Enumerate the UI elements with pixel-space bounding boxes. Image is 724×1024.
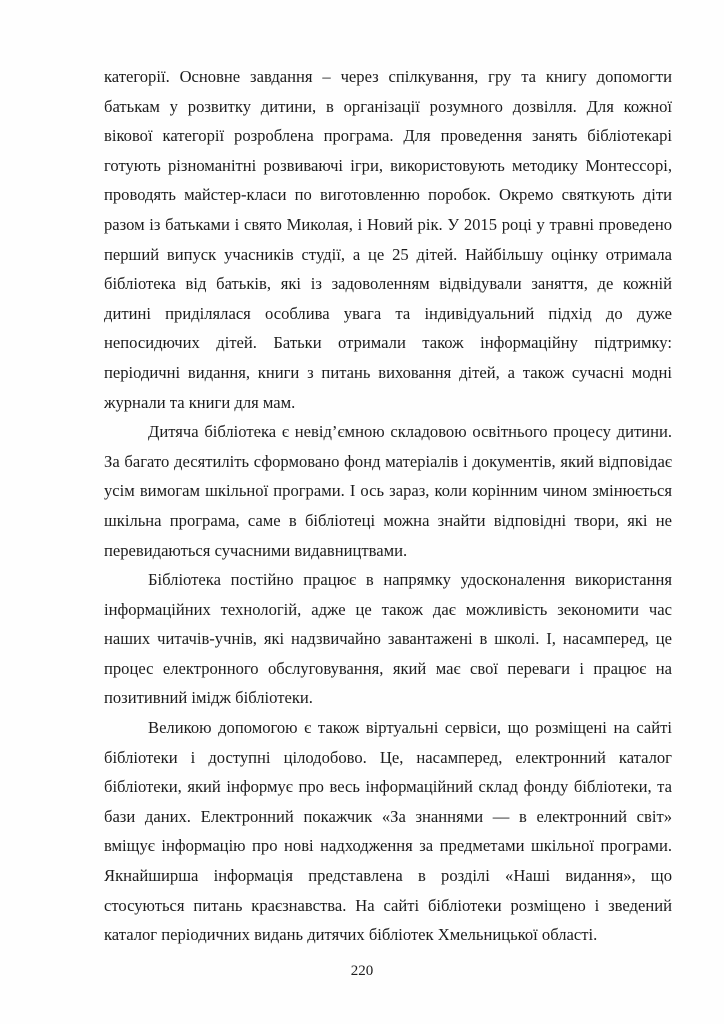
paragraph-virtual-services: Великою допомогою є також віртуальні сервіси, що розміщені на сайті бібліотеки і доступні цілодобово. Це, насамперед, електронний каталог бібліотеки, який інформує про весь інформаційний склад фонду бібліотеки, та бази даних. Електронний покажчик «За знаннями — в електронний світ» вміщує інформацію про нові надходження за предметами шкільної програми. Якнайширша інформація представлена в розділі «Наші видання», що стосуються питань краєзнавства. На сайті бібліотеки розміщено і зведений каталог періодичних видань дитячих бібліотек Хмельницької області. [104, 718, 672, 945]
paragraph-library-education: Дитяча бібліотека є невід’ємною складовою освітнього процесу дитини. За багато десятиліть сформовано фонд матеріалів і документів, який відповідає усім вимогам шкільної програми. І ось зараз, коли корінним чином змінюється шкільна програма, саме в бібліотеці можна знайти відповідні твори, які не перевидаються сучасними видавництвами. [104, 422, 672, 560]
page-number: 220 [350, 963, 374, 979]
text-body [104, 62, 672, 950]
paragraph-continuation: категорії. Основне завдання – через спілкування, гру та книгу допомогти батькам у розвитку дитини, в організації розумного дозвілля. Для кожної вікової категорії розроблена програма. Для проведення занять бібліотекарі готують різноманітні розвиваючі ігри, використовують методику Монтессорі, проводять майстер-класи по виготовленню поробок. Окремо святкують діти разом із батьками і свято Миколая, і Новий рік. У 2015 році у травні проведено перший випуск учасників студії, а це 25 дітей. Найбільшу оцінку отримала бібліотека від батьків, які із задоволенням відвідували заняття, де кожній дитині приділялася особлива увага та індивідуальний підхід до дуже непосидючих дітей. Батьки отримали також інформаційну підтримку: періодичні видання, книги з питань виховання дітей, а також сучасні модні журнали та книги для мам. [104, 67, 672, 412]
paragraph-information-technologies: Бібліотека постійно працює в напрямку удосконалення використання інформаційних технологій, адже це також дає можливість зекономити час наших читачів-учнів, які надзвичайно завантажені в школі. І, насамперед, це процес електронного обслуговування, який має свої переваги і працює на позитивний імідж бібліотеки. [104, 570, 672, 708]
